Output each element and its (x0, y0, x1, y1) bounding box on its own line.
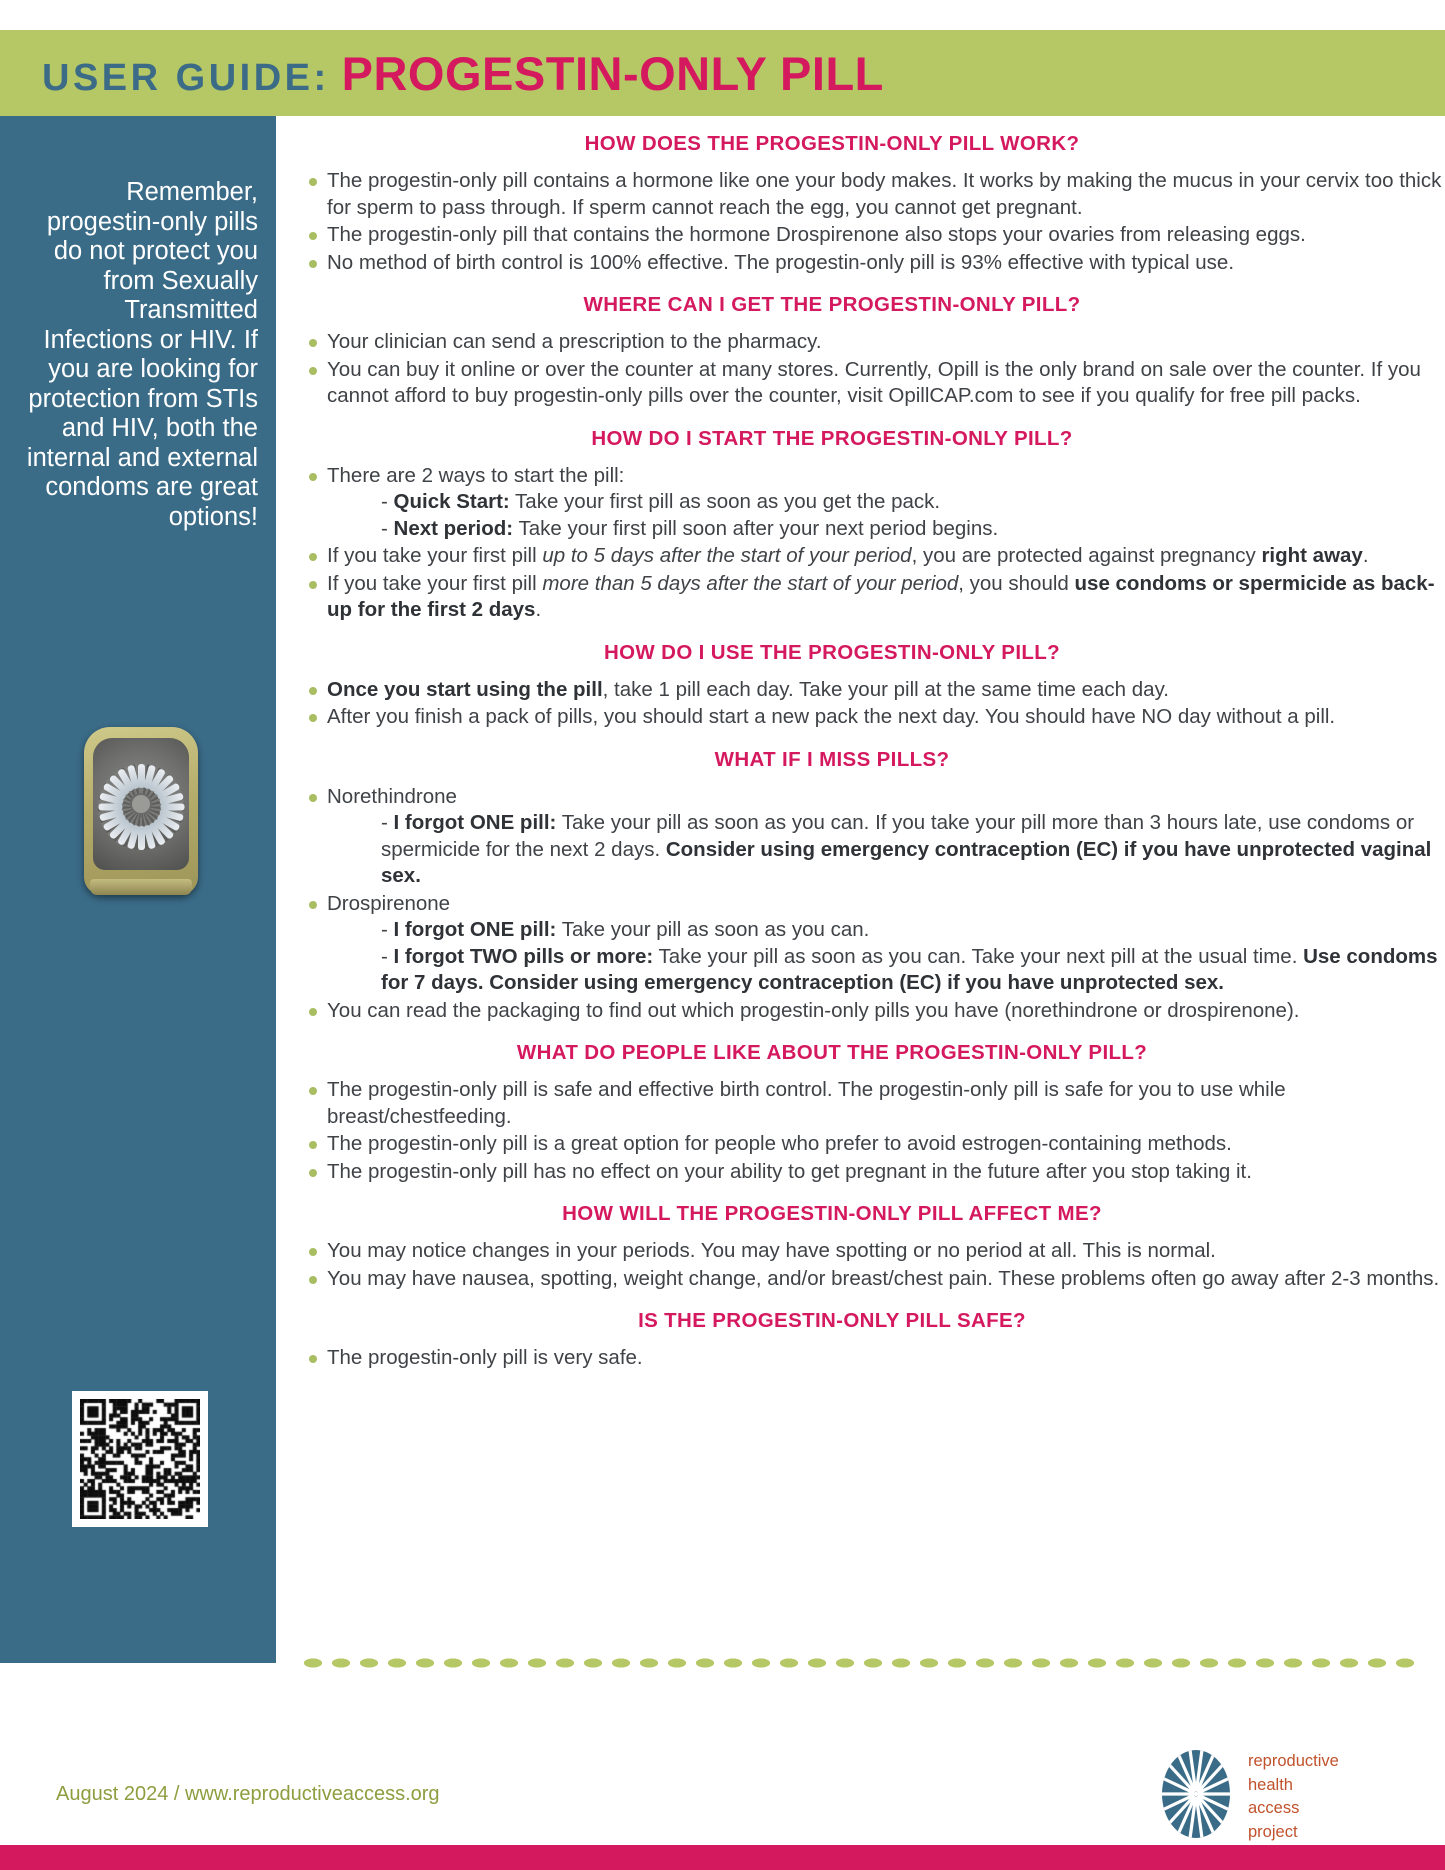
list-item: Once you start using the pill, take 1 pill each day. Take your pill at the same time each day. (299, 677, 1445, 704)
list-item: Drospirenone - I forgot ONE pill: Take your pill as soon as you can. - I forgot TWO pills or more: Take your pill as soon as you can. Take your next pill at the usual time. Use condoms for 7 days. Consider using emergency contraception (EC) if you have unprotected sex. (299, 891, 1445, 997)
list-item: The progestin-only pill that contains the hormone Drospirenone also stops your ovaries from releasing eggs. (299, 222, 1445, 249)
main-content (299, 116, 1445, 1373)
content-section (299, 116, 1445, 276)
content-section (299, 732, 1445, 1025)
radiating-circle-svg (1160, 1748, 1232, 1840)
header-main-title: PROGESTIN-ONLY PILL (341, 47, 884, 100)
bullet-list (299, 784, 1445, 1025)
list-item: The progestin-only pill is safe and effective birth control. The progestin-only pill is safe for you to use while breast/chestfeeding. (299, 1077, 1445, 1130)
list-item: The progestin-only pill is a great option for people who prefer to avoid estrogen-containing methods. (299, 1131, 1445, 1158)
pill-pack-hub (130, 793, 152, 815)
sidebar-reminder-note: Remember, progestin-only pills do not protect you from Sexually Transmitted Infections or HIV. If you are looking for protection from STIs and HIV, both the internal and external condoms are great options! (26, 178, 258, 531)
progestin-only-pill-pack-photo (84, 727, 198, 903)
list-item: After you finish a pack of pills, you should start a new pack the next day. You should have NO day without a pill. (299, 704, 1445, 731)
list-item: If you take your first pill more than 5 days after the start of your period, you should use condoms or spermicide as back-up for the first 2 days. (299, 571, 1445, 624)
qr-code-canvas (80, 1399, 200, 1519)
list-item: You may notice changes in your periods. You may have spotting or no period at all. This is normal. (299, 1238, 1445, 1265)
bullet-list (299, 463, 1445, 624)
pill-pack-body (84, 727, 198, 895)
list-item: The progestin-only pill has no effect on your ability to get pregnant in the future after you stop taking it. (299, 1159, 1445, 1186)
bottom-accent-band (0, 1845, 1445, 1870)
list-item: No method of birth control is 100% effective. The progestin-only pill is 93% effective with typical use. (299, 250, 1445, 277)
organization-logo-text (1248, 1750, 1388, 1844)
logo-text-line: project (1248, 1822, 1298, 1841)
section-heading: HOW DO I USE THE PROGESTIN-ONLY PILL? (603, 640, 1060, 664)
list-item: Norethindrone - I forgot ONE pill: Take your pill as soon as you can. If you take your pill more than 3 hours late, use condoms or spermicide for the next 2 days. Consider using emergency contraception (EC) if you have unprotected vaginal sex. (299, 784, 1445, 890)
section-heading: HOW DO I START THE PROGESTIN-ONLY PILL? (591, 426, 1073, 450)
pill-pack-base (90, 879, 192, 895)
section-heading: IS THE PROGESTIN-ONLY PILL SAFE? (638, 1309, 1026, 1332)
pill-pack-inner (93, 738, 189, 870)
logo-text-line: health (1248, 1775, 1293, 1794)
bullet-list (299, 1077, 1445, 1185)
bullet-list (299, 329, 1445, 410)
content-section (299, 1293, 1445, 1372)
list-item: The progestin-only pill is very safe. (299, 1345, 1445, 1372)
sidebar (0, 116, 276, 1663)
list-item: There are 2 ways to start the pill: - Quick Start: Take your first pill as soon as you get the pack. - Next period: Take your first pill soon after your next period begins. (299, 463, 1445, 543)
footer-date-and-url: August 2024 / www.reproductiveaccess.org (56, 1783, 440, 1805)
dotted-divider (299, 1656, 1419, 1670)
section-heading: HOW WILL THE PROGESTIN-ONLY PILL AFFECT ME? (562, 1202, 1102, 1225)
list-item: You may have nausea, spotting, weight change, and/or breast/chest pain. These problems often go away after 2-3 months. (299, 1266, 1445, 1293)
page-title (42, 46, 1142, 108)
section-heading: WHAT DO PEOPLE LIKE ABOUT THE PROGESTIN-ONLY PILL? (516, 1041, 1148, 1064)
radiating-circle-logo-icon (1160, 1748, 1232, 1840)
section-heading: HOW DOES THE PROGESTIN-ONLY PILL WORK? (584, 132, 1080, 155)
organization-logo (1160, 1748, 1390, 1844)
header-prefix: USER GUIDE: (42, 57, 330, 99)
content-section (299, 411, 1445, 624)
content-section (299, 1186, 1445, 1292)
qr-code[interactable] (72, 1391, 208, 1527)
section-heading: WHAT IF I MISS PILLS? (714, 747, 950, 771)
list-item: The progestin-only pill contains a hormone like one your body makes. It works by making the mucus in your cervix too thick for sperm to pass through. If sperm cannot reach the egg, you cannot get pregnant. (299, 168, 1445, 221)
list-item: If you take your first pill up to 5 days after the start of your period, you are protected against pregnancy right away. (299, 543, 1445, 570)
list-item: Your clinician can send a prescription to the pharmacy. (299, 329, 1445, 356)
content-section (299, 1025, 1445, 1185)
list-item: You can buy it online or over the counter at many stores. Currently, Opill is the only brand on sale over the counter. If you cannot afford to buy progestin-only pills over the counter, visit OpillCAP.com to see if you qualify for free pill packs. (299, 357, 1445, 410)
bullet-list (299, 1345, 1445, 1372)
section-heading: WHERE CAN I GET THE PROGESTIN-ONLY PILL? (583, 293, 1081, 316)
content-section (299, 625, 1445, 731)
bullet-list (299, 1238, 1445, 1292)
content-section (299, 277, 1445, 410)
list-item: You can read the packaging to find out which progestin-only pills you have (norethindrone or drospirenone). (299, 998, 1445, 1025)
bullet-list (299, 168, 1445, 276)
bullet-list (299, 677, 1445, 731)
logo-text-line: access (1248, 1799, 1300, 1817)
logo-text-line: reproductive (1248, 1752, 1339, 1770)
